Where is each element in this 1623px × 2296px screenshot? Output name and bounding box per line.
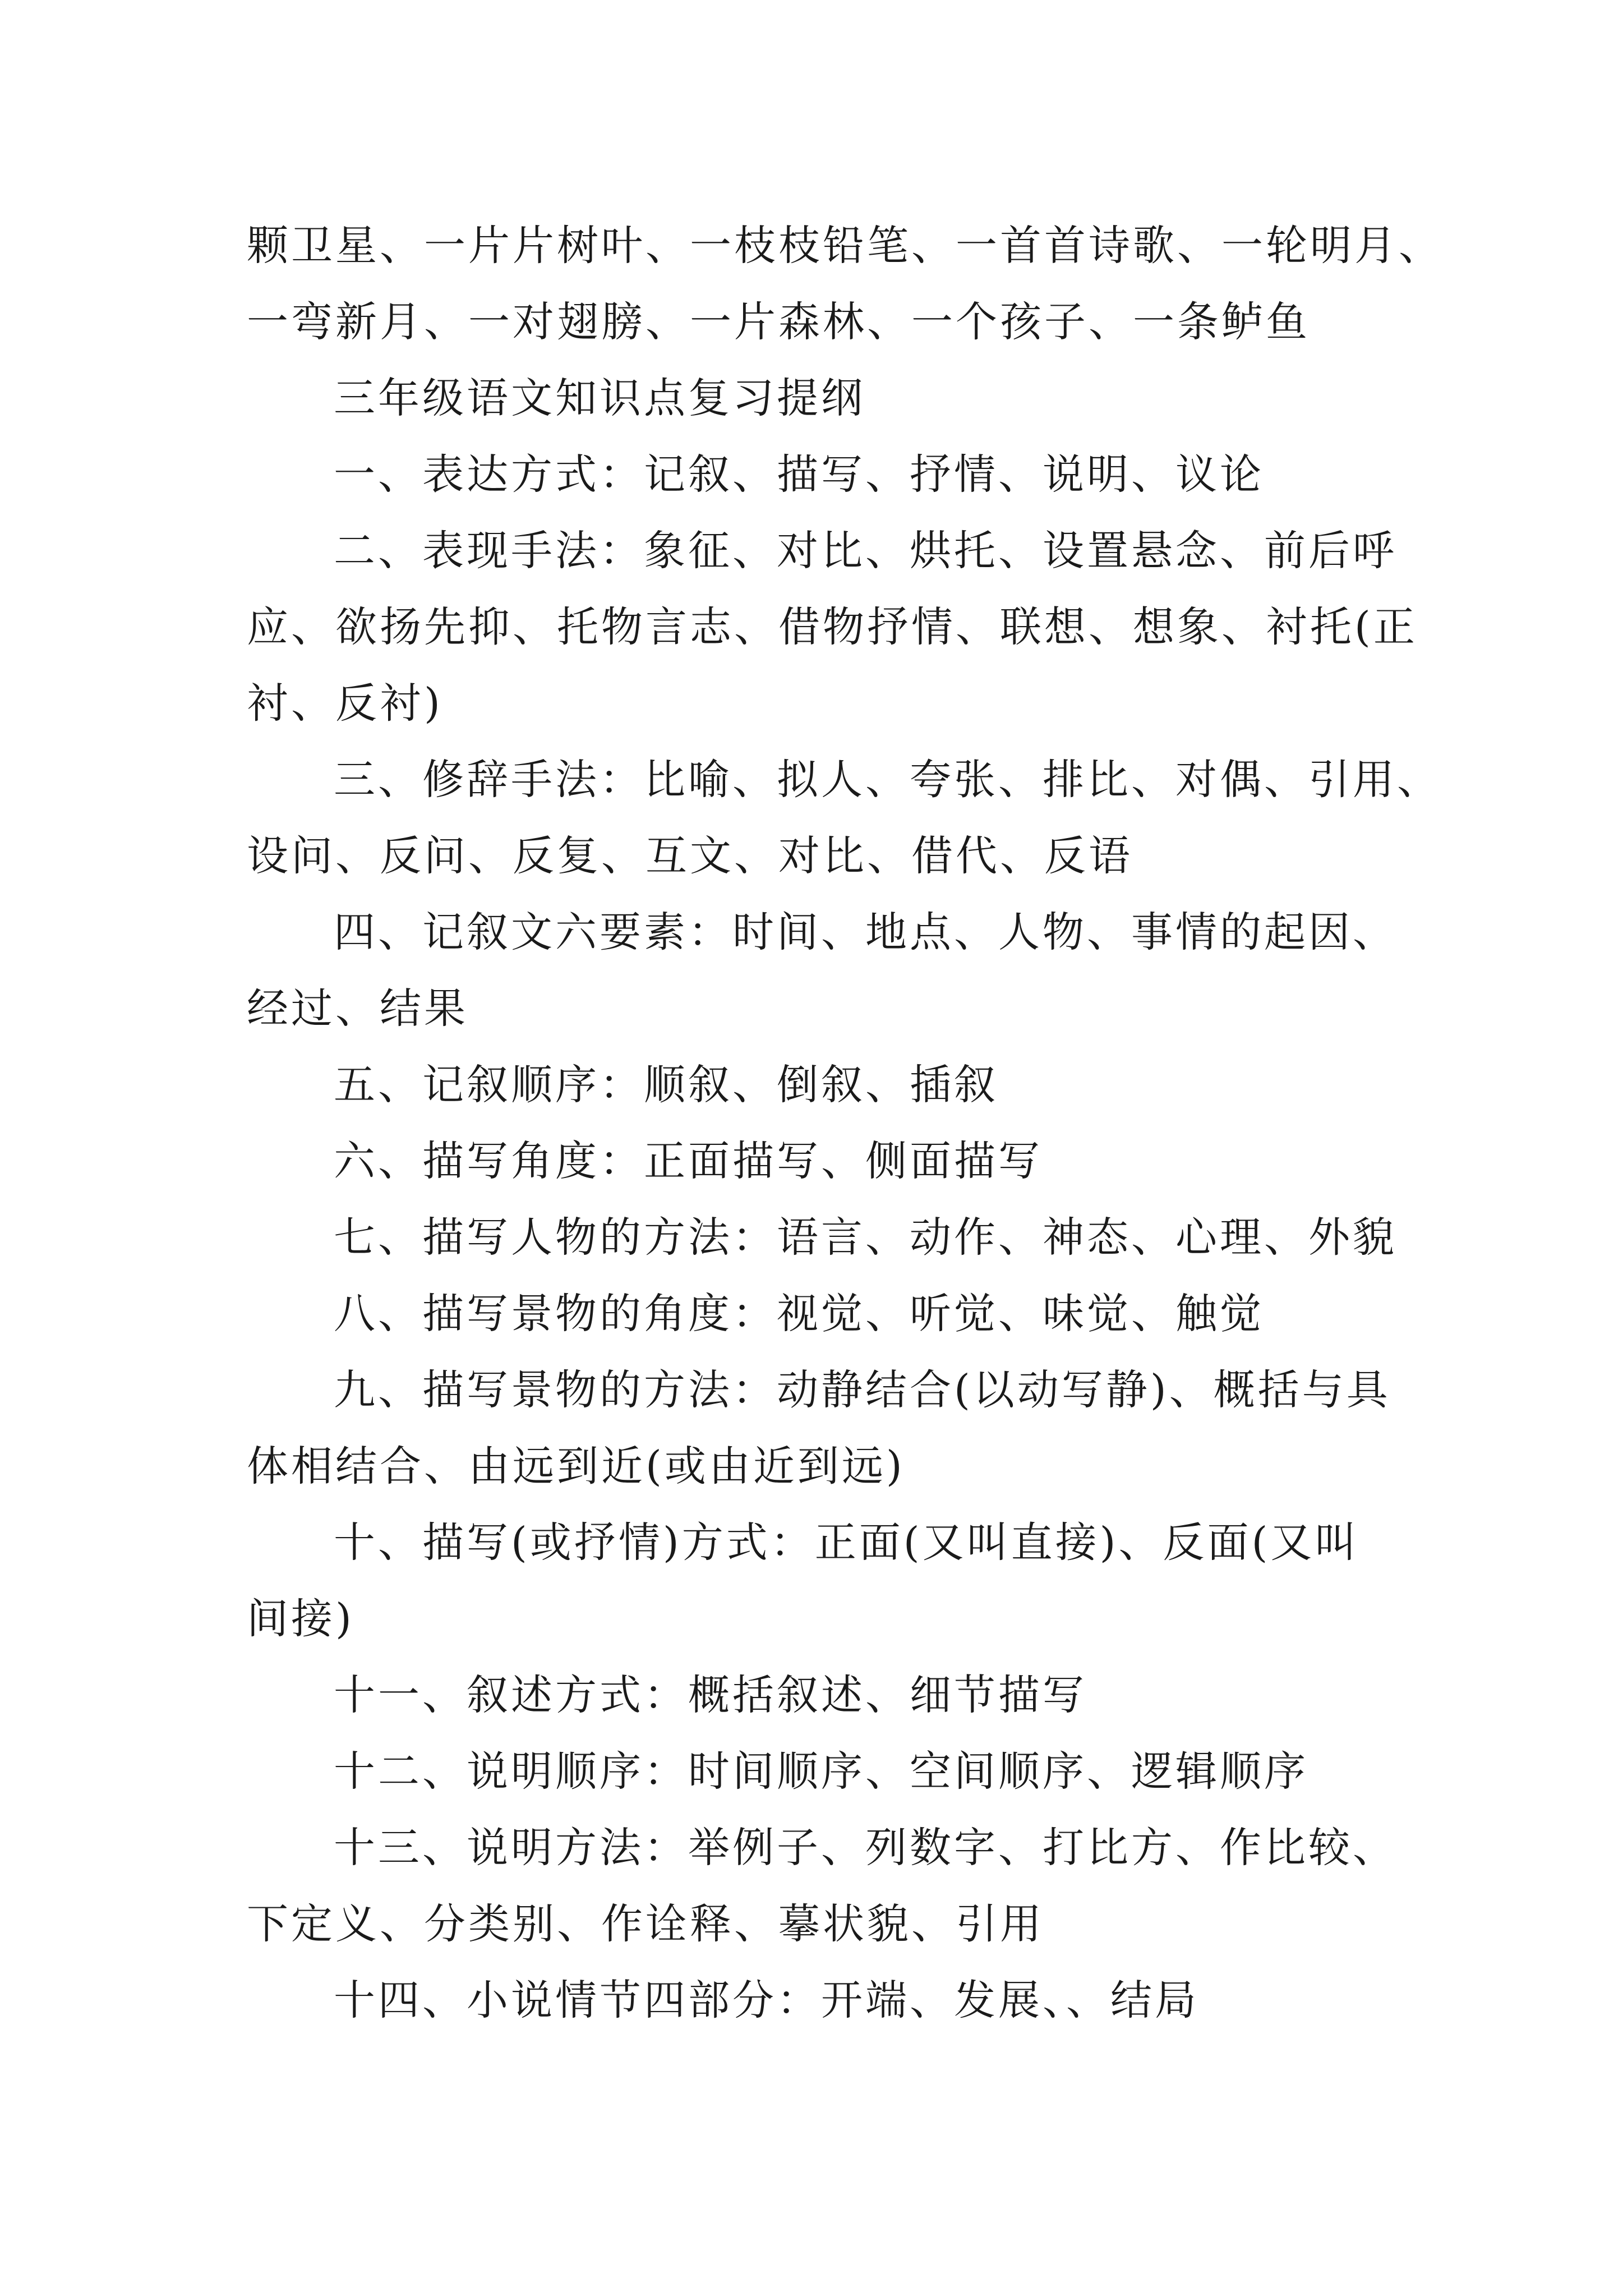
outline-item: 六、描写角度：正面描写、侧面描写 [334,1137,1043,1185]
text-line: 经过、结果 [247,984,468,1033]
outline-item: 三、修辞手法：比喻、拟人、夸张、排比、对偶、引用、 [334,756,1441,804]
outline-item: 一、表达方式：记叙、描写、抒情、说明、议论 [334,450,1264,499]
text-line: 一弯新月、一对翅膀、一片森林、一个孩子、一条鲈鱼 [247,298,1310,346]
outline-item: 四、记叙文六要素：时间、地点、人物、事情的起因、 [334,908,1397,956]
text-line: 颗卫星、一片片树叶、一枝枝铅笔、一首首诗歌、一轮明月、 [247,222,1443,270]
text-line: 下定义、分类别、作诠释、摹状貌、引用 [247,1900,1044,1948]
outline-item: 八、描写景物的角度：视觉、听觉、味觉、触觉 [334,1290,1264,1338]
text-line: 设问、反问、反复、互文、对比、借代、反语 [247,832,1133,880]
outline-item: 二、表现手法：象征、对比、烘托、设置悬念、前后呼 [334,527,1397,575]
outline-item: 十、描写(或抒情)方式：正面(又叫直接)、反面(又叫 [334,1519,1359,1567]
section-heading: 三年级语文知识点复习提纲 [334,374,865,422]
text-line: 体相结合、由远到近(或由近到远) [247,1442,905,1490]
outline-item: 十一、叙述方式：概括叙述、细节描写 [334,1671,1087,1719]
text-line: 应、欲扬先抑、托物言志、借物抒情、联想、想象、衬托(正 [247,603,1418,651]
outline-item: 五、记叙顺序：顺叙、倒叙、插叙 [334,1061,998,1109]
outline-item: 九、描写景物的方法：动静结合(以动写静)、概括与具 [334,1366,1391,1414]
outline-item: 十二、说明顺序：时间顺序、空间顺序、逻辑顺序 [334,1747,1308,1796]
outline-item: 十四、小说情节四部分：开端、发展、、结局 [334,1976,1199,2024]
outline-item: 七、描写人物的方法：语言、动作、神态、心理、外貌 [334,1213,1397,1262]
document-body [247,208,1443,2039]
text-line: 衬、反衬) [247,679,443,728]
text-line: 间接) [247,1595,354,1643]
outline-item: 十三、说明方法：举例子、列数字、打比方、作比较、 [334,1824,1397,1872]
